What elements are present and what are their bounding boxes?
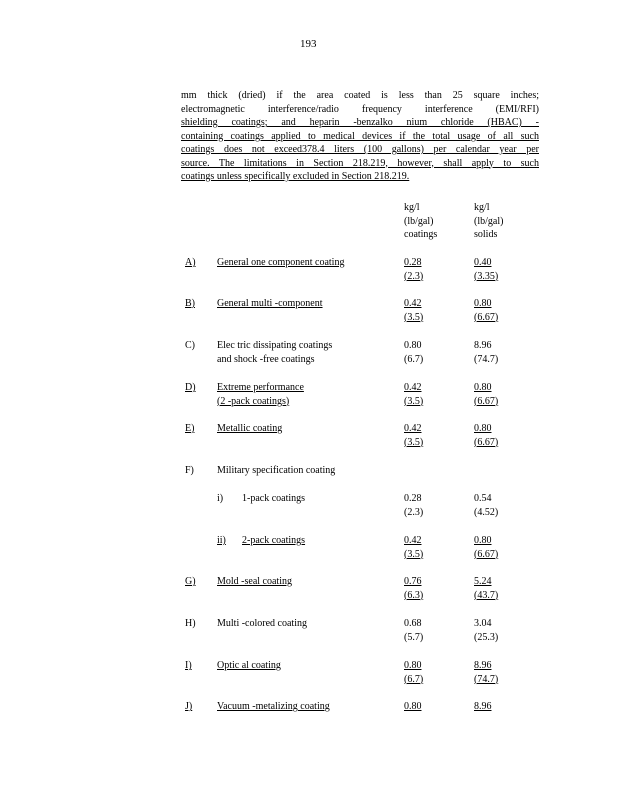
row-description-line: General one component coating (217, 257, 345, 268)
paragraph-line: source. The limitations in Section 218.219, however, shall apply to such (181, 157, 539, 169)
coatings-value (404, 339, 423, 366)
header-basis: coatings (404, 229, 438, 240)
row-label-line: B) (185, 298, 195, 309)
row-description (217, 464, 335, 478)
solids-value (474, 256, 504, 283)
row-label (185, 700, 198, 714)
coatings-value-line: 0.80 (404, 340, 422, 351)
coatings-value-line: (6.7) (404, 673, 424, 685)
subrow-label-line: ii) (217, 535, 226, 546)
row-label-line: I) (185, 660, 192, 671)
solids-value (474, 534, 504, 561)
coatings-value-line: 0.76 (404, 576, 422, 587)
paragraph-line: containing coatings applied to medical devices if the total usage of all such (181, 130, 539, 142)
row-label-line: G) (185, 576, 196, 587)
coatings-value-line: (3.5) (404, 395, 424, 407)
coatings-value-line: (6.3) (404, 589, 424, 601)
row-description-line: Military specification coating (217, 465, 336, 476)
header-unit: kg/l (404, 202, 420, 213)
header-basis: solids (474, 229, 498, 240)
solids-value-line: 0.80 (474, 535, 492, 546)
row-description (217, 297, 329, 311)
coatings-value-line: (6.7) (404, 353, 424, 365)
solids-value (474, 422, 504, 449)
solids-value-line: (74.7) (474, 353, 499, 365)
subrow-label (217, 534, 232, 548)
row-description (217, 381, 310, 408)
row-description (217, 659, 287, 673)
solids-value (474, 297, 504, 324)
subrow-description-line: 1-pack coatings (242, 493, 306, 504)
row-label-line: F) (185, 465, 194, 476)
row-description-line: (2 -pack coatings) (217, 395, 290, 407)
solids-value (474, 381, 504, 408)
coatings-value (404, 381, 429, 408)
coatings-value (404, 659, 429, 686)
row-label-line: D) (185, 382, 196, 393)
coatings-value-line: (3.5) (404, 548, 424, 560)
solids-value-line: (6.67) (474, 436, 499, 448)
header-unit: kg/l (474, 202, 490, 213)
row-label-line: J) (185, 701, 193, 712)
row-label (185, 659, 198, 673)
coatings-value (404, 256, 429, 283)
solids-value-line: 8.96 (474, 660, 492, 671)
solids-value-line: (43.7) (474, 589, 499, 601)
solids-value-line: 3.04 (474, 618, 492, 629)
subrow-description (242, 492, 305, 506)
header-unit-alt: (lb/gal) (474, 215, 504, 227)
row-label (185, 381, 202, 395)
row-description-line: Optic al coating (217, 660, 281, 671)
solids-value-line: 8.96 (474, 701, 492, 712)
row-label-line: A) (185, 257, 196, 268)
row-description-line: Mold -seal coating (217, 576, 292, 587)
subrow-label-line: i) (217, 493, 224, 504)
coatings-value (404, 422, 429, 449)
row-label (185, 297, 201, 311)
solids-value (474, 492, 498, 519)
row-description-line: Multi -colored coating (217, 618, 307, 629)
row-label (185, 575, 202, 589)
solids-value-line: 0.80 (474, 298, 492, 309)
row-description (217, 422, 288, 436)
coatings-value-line: 0.80 (404, 701, 422, 712)
coatings-value-line: (2.3) (404, 270, 424, 282)
solids-value-line: 8.96 (474, 340, 492, 351)
paragraph-line: mm thick (dried) if the area coated is less than 25 square inches; (181, 90, 539, 101)
row-description-line: Extreme performance (217, 382, 304, 393)
paragraph-line: coatings unless specifically excluded in Section 218.219. (181, 171, 410, 182)
coatings-value (404, 297, 429, 324)
row-description (217, 700, 336, 714)
coatings-value-line: 0.68 (404, 618, 422, 629)
coatings-value (404, 700, 428, 714)
solids-value-line: (6.67) (474, 548, 499, 560)
row-description-line: Metallic coating (217, 423, 283, 434)
row-description-line: and shock -free coatings (217, 353, 315, 365)
coatings-value-line: 0.28 (404, 257, 422, 268)
header-unit-alt: (lb/gal) (404, 215, 434, 227)
coatings-value (404, 617, 423, 644)
row-label (185, 422, 200, 436)
solids-value (474, 659, 504, 686)
subrow-description (242, 534, 311, 548)
column-header-solids (474, 201, 503, 242)
row-description-line: Vacuum -metalizing coating (217, 701, 330, 712)
row-label (185, 617, 196, 631)
coatings-value (404, 534, 429, 561)
solids-value-line: (6.67) (474, 311, 499, 323)
column-header-coatings (404, 201, 437, 242)
solids-value (474, 339, 498, 366)
coatings-value-line: (2.3) (404, 506, 424, 518)
solids-value-line: 0.80 (474, 423, 492, 434)
solids-value-line: 5.24 (474, 576, 492, 587)
row-label-line: C) (185, 340, 195, 351)
row-description (217, 339, 332, 366)
coatings-value (404, 492, 423, 519)
paragraph-line: electromagnetic interference/radio frequency interference (EMI/RFI) (181, 103, 539, 115)
solids-value-line: (4.52) (474, 506, 499, 518)
row-label-line: E) (185, 423, 195, 434)
coatings-value-line: 0.28 (404, 493, 422, 504)
row-label-line: H) (185, 618, 196, 629)
solids-value-line: (25.3) (474, 631, 499, 643)
coatings-value-line: 0.42 (404, 423, 422, 434)
paragraph-line: shielding coatings; and heparin -benzalko nium chloride (HBAC) - (181, 117, 539, 128)
solids-value-line: 0.80 (474, 382, 492, 393)
row-description (217, 617, 307, 631)
coatings-value-line: (3.5) (404, 436, 424, 448)
subrow-description-line: 2-pack coatings (242, 535, 306, 546)
coatings-value-line: 0.42 (404, 298, 422, 309)
row-label (185, 464, 194, 478)
coatings-value-line: 0.42 (404, 382, 422, 393)
page-number: 193 (300, 38, 317, 50)
coatings-value-line: 0.42 (404, 535, 422, 546)
coatings-value (404, 575, 429, 602)
solids-value-line: (6.67) (474, 395, 499, 407)
paragraph (181, 89, 539, 184)
subrow-label (217, 492, 223, 506)
paragraph-line: coatings does not exceed378.4 liters (100 gallons) per calendar year per (181, 144, 539, 155)
row-description-line: General multi -component (217, 298, 323, 309)
row-description (217, 575, 298, 589)
solids-value (474, 700, 498, 714)
coatings-value-line: (5.7) (404, 631, 424, 643)
solids-value-line: (3.35) (474, 270, 499, 282)
solids-value-line: (74.7) (474, 673, 499, 685)
row-label (185, 256, 202, 270)
coatings-value-line: 0.80 (404, 660, 422, 671)
row-description-line: Elec tric dissipating coatings (217, 340, 333, 351)
coatings-value-line: (3.5) (404, 311, 424, 323)
solids-value-line: 0.40 (474, 257, 492, 268)
solids-value (474, 575, 504, 602)
solids-value-line: 0.54 (474, 493, 492, 504)
row-description (217, 256, 350, 270)
solids-value (474, 617, 498, 644)
row-label (185, 339, 195, 353)
